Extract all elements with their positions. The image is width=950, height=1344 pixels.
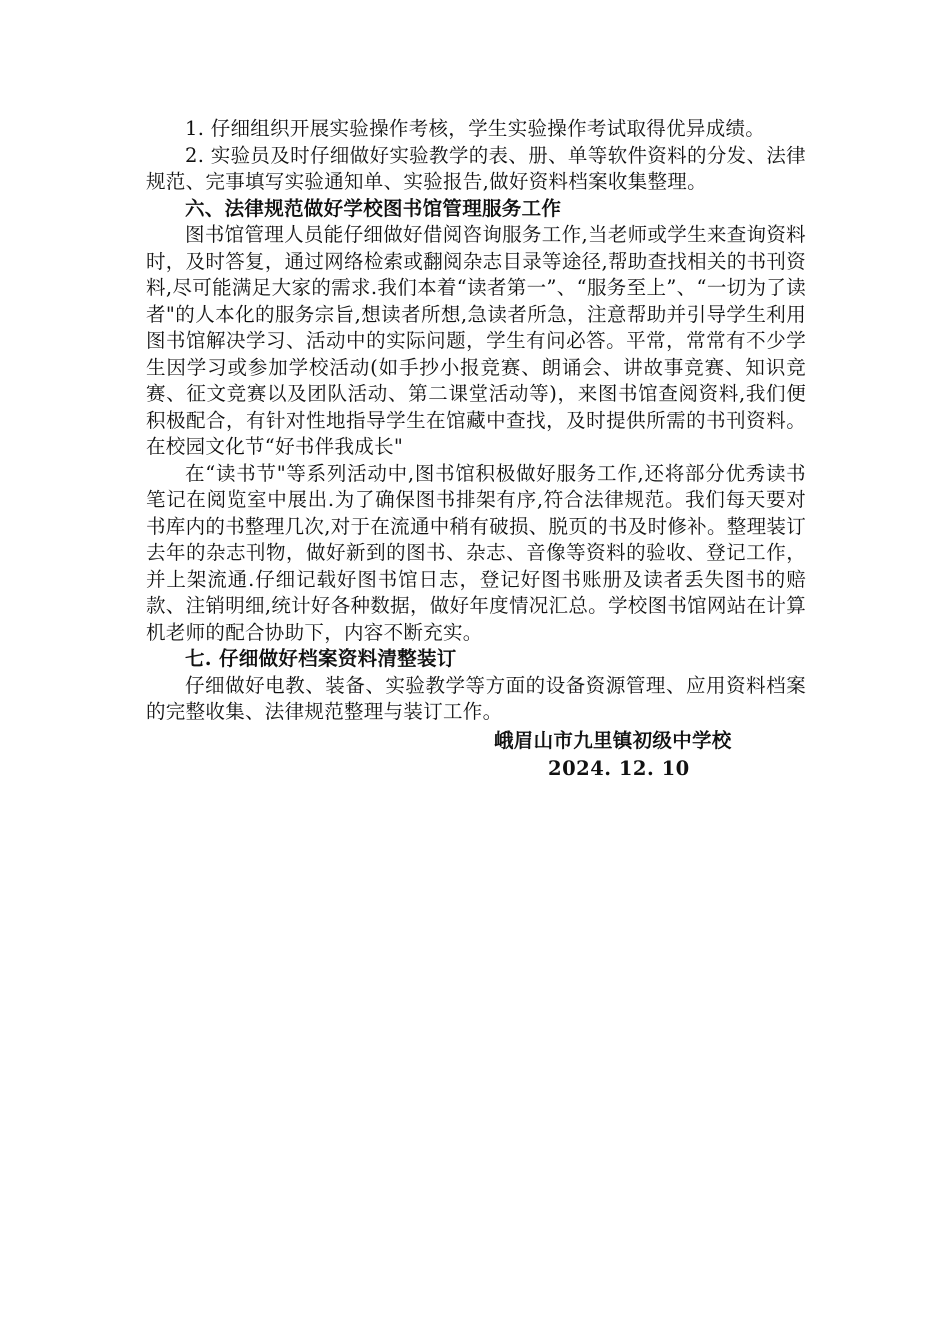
paragraph-archives: 仔细做好电教、装备、实验教学等方面的设备资源管理、应用资料档案的完整收集、法律规范整理与装订工作。 <box>146 673 806 723</box>
paragraph-exam-assessment: 1. 仔细组织开展实验操作考核，学生实验操作考试取得优异成绩。 <box>185 117 766 140</box>
section-heading-library: 六、法律规范做好学校图书馆管理服务工作 <box>185 196 562 220</box>
school-signature: 峨眉山市九里镇初级中学校 <box>494 728 732 752</box>
paragraph-reading-festival: 在“读书节"等系列活动中,图书馆积极做好服务工作,还将部分优秀读书笔记在阅览室中展出.为了确保图书排架有序,符合法律规范。我们每天要对书库内的书整理几次,对于在流通中稍有破损、脱页的书及时修补。整理装订去年的杂志刊物，做好新到的图书、杂志、音像等资料的验收、登记工作，并上架流通.仔细记载好图书馆日志，登记好图书账册及读者丢失图书的赔款、注销明细,统计好各种数据，做好年度情况汇总。学校图书馆网站在计算机老师的配合协助下，内容不断充实。 <box>146 461 806 644</box>
document-body <box>146 116 806 782</box>
section-heading-archives: 七. 仔细做好档案资料清整装订 <box>185 647 457 670</box>
document-date: 2024. 12. 10 <box>548 756 690 780</box>
paragraph-lab-records: 2. 实验员及时仔细做好实验教学的表、册、单等软件资料的分发、法律规范、完事填写实验通知单、实验报告,做好资料档案收集整理。 <box>146 143 806 193</box>
paragraph-library-service: 图书馆管理人员能仔细做好借阅咨询服务工作,当老师或学生来查询资料时，及时答复，通过网络检索或翻阅杂志目录等途径,帮助查找相关的书刊资料,尽可能满足大家的需求.我们本着“读者第一”、“服务至上”、“一切为了读者"的人本化的服务宗旨,想读者所想,急读者所急，注意帮助并引导学生利用图书馆解决学习、活动中的实际问题，学生有问必答。平常，常常有不少学生因学习或参加学校活动(如手抄小报竞赛、朗诵会、讲故事竞赛、知识竞赛、征文竞赛以及团队活动、第二课堂活动等)，来图书馆查阅资料,我们便积极配合，有针对性地指导学生在馆藏中查找，及时提供所需的书刊资料。在校园文化节“好书伴我成长" <box>146 223 806 458</box>
